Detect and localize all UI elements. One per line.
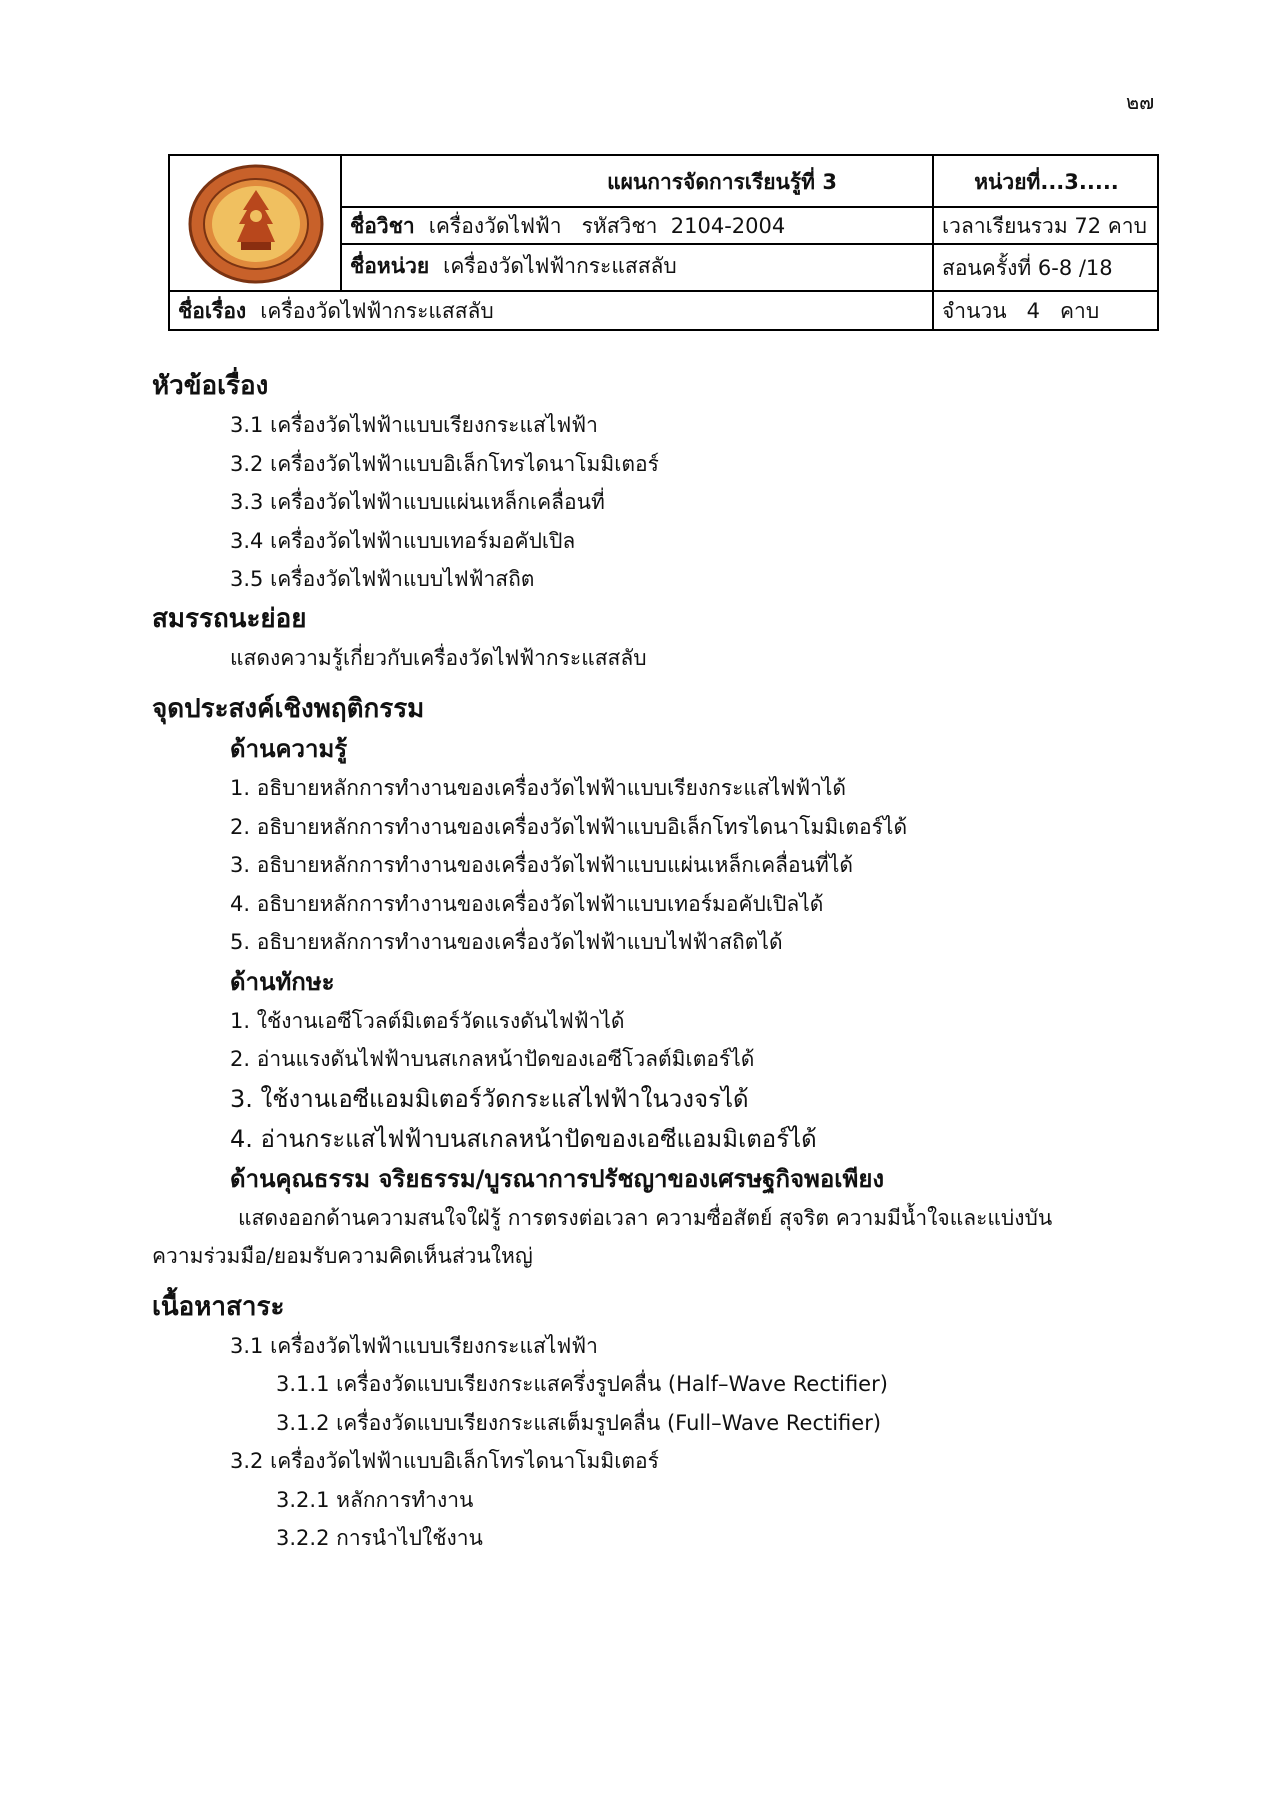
skill-item: 3. ใช้งานเอซีแอมมิเตอร์วัดกระแสไฟฟ้าในวงจรได้	[230, 1084, 749, 1113]
skill-item: 4. อ่านกระแสไฟฟ้าบนสเกลหน้าปัดของเอซีแอมมิเตอร์ได้	[230, 1124, 817, 1153]
knowledge-item: 2. อธิบายหลักการทำงานของเครื่องวัดไฟฟ้าแบบอิเล็กโทรไดนาโมมิเตอร์ได้	[230, 814, 908, 839]
ethics-heading: ด้านคุณธรรม จริยธรรม/บูรณาการปรัชญาของเศรษฐกิจพอเพียง	[230, 1164, 885, 1193]
knowledge-item: 5. อธิบายหลักการทำงานของเครื่องวัดไฟฟ้าแบบไฟฟ้าสถิตได้	[230, 930, 783, 954]
story-value: เครื่องวัดไฟฟ้ากระแสสลับ	[260, 299, 494, 323]
periods-count: จำนวน 4 คาบ	[942, 299, 1100, 323]
content-subsection: 3.1.1 เครื่องวัดแบบเรียงกระแสครึ่งรูปคลื่น (Half–Wave Rectifier)	[276, 1372, 888, 1396]
ethics-text-line1: แสดงออกด้านความสนใจใฝ่รู้ การตรงต่อเวลา ความซื่อสัตย์ สุจริต ความมีน้ำใจและแบ่งบัน	[238, 1205, 1053, 1230]
story-row	[178, 292, 928, 331]
skill-item: 1. ใช้งานเอซีโวลต์มิเตอร์วัดแรงดันไฟฟ้าได้	[230, 1008, 625, 1033]
document-body	[152, 366, 1112, 1558]
subject-row	[350, 208, 930, 244]
content-section: 3.1 เครื่องวัดไฟฟ้าแบบเรียงกระแสไฟฟ้า	[230, 1333, 598, 1358]
content-subsection: 3.2.2 การนำไปใช้งาน	[276, 1526, 483, 1550]
skills-heading: ด้านทักษะ	[230, 967, 335, 996]
lesson-plan-header-table	[168, 154, 1159, 331]
vocational-education-logo	[181, 162, 331, 286]
knowledge-item: 1. อธิบายหลักการทำงานของเครื่องวัดไฟฟ้าแบบเรียงกระแสไฟฟ้าได้	[230, 776, 847, 800]
unit-number: หน่วยที่...3.....	[974, 169, 1119, 194]
competency-heading: สมรรถนะย่อย	[152, 603, 307, 634]
content-section: 3.2 เครื่องวัดไฟฟ้าแบบอิเล็กโทรไดนาโมมิเตอร์	[230, 1449, 659, 1473]
subject-label: ชื่อวิชา	[350, 213, 415, 238]
topic-item: 3.2 เครื่องวัดไฟฟ้าแบบอิเล็กโทรไดนาโมมิเตอร์	[230, 451, 659, 476]
page-number: ๒๗	[1126, 90, 1155, 114]
logo-cell	[170, 156, 342, 291]
session-number: สอนครั้งที่ 6-8 /18	[942, 255, 1113, 280]
story-label: ชื่อเรื่อง	[178, 299, 247, 323]
topic-item: 3.1 เครื่องวัดไฟฟ้าแบบเรียงกระแสไฟฟ้า	[230, 413, 598, 437]
topic-item: 3.3 เครื่องวัดไฟฟ้าแบบแผ่นเหล็กเคลื่อนที่	[230, 490, 605, 514]
knowledge-heading: ด้านความรู้	[230, 735, 348, 763]
unit-name-label: ชื่อหน่วย	[350, 253, 430, 278]
content-subsection: 3.2.1 หลักการทำงาน	[276, 1487, 474, 1512]
content-heading: เนื้อหาสาระ	[152, 1291, 285, 1322]
topics-heading: หัวข้อเรื่อง	[152, 371, 269, 401]
competency-text: แสดงความรู้เกี่ยวกับเครื่องวัดไฟฟ้ากระแสสลับ	[230, 645, 647, 670]
total-hours: เวลาเรียนรวม 72 คาบ	[942, 213, 1147, 238]
topic-item: 3.5 เครื่องวัดไฟฟ้าแบบไฟฟ้าสถิต	[230, 567, 535, 591]
plan-title: แผนการจัดการเรียนรู้ที่ 3	[607, 169, 837, 194]
topic-item: 3.4 เครื่องวัดไฟฟ้าแบบเทอร์มอคัปเปิล	[230, 528, 576, 553]
knowledge-item: 4. อธิบายหลักการทำงานของเครื่องวัดไฟฟ้าแบบเทอร์มอคัปเปิลได้	[230, 891, 824, 916]
unit-name-value: เครื่องวัดไฟฟ้ากระแสสลับ	[443, 253, 677, 278]
content-subsection: 3.1.2 เครื่องวัดแบบเรียงกระแสเต็มรูปคลื่น (Full–Wave Rectifier)	[276, 1410, 882, 1435]
skill-item: 2. อ่านแรงดันไฟฟ้าบนสเกลหน้าปัดของเอซีโวลต์มิเตอร์ได้	[230, 1047, 755, 1071]
knowledge-item: 3. อธิบายหลักการทำงานของเครื่องวัดไฟฟ้าแบบแผ่นเหล็กเคลื่อนที่ได้	[230, 853, 854, 877]
ethics-text-line2: ความร่วมมือ/ยอมรับความคิดเห็นส่วนใหญ่	[152, 1243, 533, 1268]
subject-value: เครื่องวัดไฟฟ้า รหัสวิชา 2104-2004	[428, 213, 786, 238]
objectives-heading: จุดประสงค์เชิงพฤติกรรม	[152, 694, 425, 724]
unit-name-row	[350, 244, 930, 284]
